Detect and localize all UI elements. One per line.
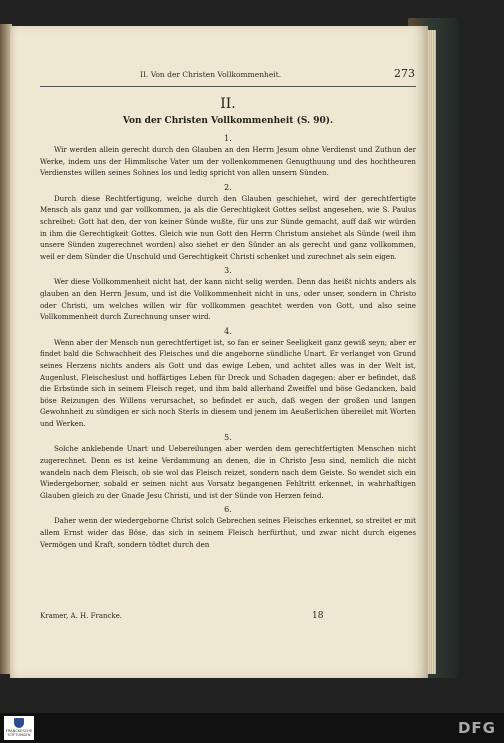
section-paragraph: Wir werden allein gerecht durch den Glauben an den Herrn Jesum ohne Verdienst und Zuthun der Werke, indem uns der Himmlische Vater um der vollenkommenen Genugthuung und des hochtheuren Verdienstes willen seines Sohnes los und ledig spricht von allen unsern Sünden.: [40, 145, 416, 178]
section-number: 1.: [224, 134, 232, 143]
running-header: [140, 67, 415, 84]
section-paragraph: Wer diese Vollkommenheit nicht hat, der kann nicht selig werden. Denn das heißt nichts anders als glauben an den Herrn Jesum, und ist die Vollkommenheit nicht in uns, oder unser, sondern in Christo oder Christi, um welches willen wir für vollkommen geachtet werden von Gott, und also seine Vollkommenheit durch Zurechnung unser wird.: [40, 277, 416, 322]
page-footer: [40, 612, 416, 626]
section-paragraph: Wenn aber der Mensch nun gerechtfertiget ist, so fan er seiner Seeligkeit ganz gewiß seyn; aber er findet bald die Schwachheit des Fleisches und die angeborne sündliche Unart. Er verlanget von Grund seines Herzens nichts anders als Gott und das ewige Leben, und achtet alles was in der Welt ist, Augenlust, Fleischeslust und hoffärtiges Leben für Dreck und Schaden dagegen: aber er befindet, daß die Erbsünde sich in seinem Fleisch reget, und ihm bald allerhand Zweiffel und böse Gedancken, bald böse Reizungen des Willens verursachet, so befindet er auch, daß wegen der großen und langen Gewohnheit zu sündigen er sich noch Sterls in diesem und jenem im Aeußerlichen übereilet mit Worten und Werken.: [40, 337, 416, 428]
viewer-bottom-bar: [0, 713, 504, 743]
header-rule: [40, 86, 416, 87]
chapter-title: Von der Christen Vollkommenheit (S. 90).: [122, 116, 334, 126]
page-stack-edge: [428, 30, 436, 674]
section-number: 3.: [224, 266, 232, 276]
running-head-text: II. Von der Christen Vollkommenheit.: [140, 70, 282, 79]
section-paragraph: Durch diese Rechtfertigung, welche durch den Glauben geschiehet, wird der gerechtfertigte Mensch als ganz und gar vollkommen, ja als die Gerechtigkeit Gottes selbst angesehen, wie S. Paulus schreibet: Gott hat den, der von keiner Sünde wußte, für uns zur Sünde gemacht, auff daß wir würden in ihm die Gerechtigkeit Gottes. Gleich wie nun Gott den Herrn Christum ansiehet als Sünde (weil ihm unsere Sünden zugerechnet worden) also siehet er den Sünder an als gerecht und ganz vollkommen, weil er dem Sünder die Unschuld und Gerechtigkeit Christi schenket und zurechnet als sein eigen.: [40, 193, 416, 261]
section-number: 6.: [224, 505, 232, 515]
printer-signature: Kramer, A. H. Francke.: [40, 612, 123, 620]
page-body: [40, 96, 416, 553]
crest-icon: [14, 718, 24, 728]
institution-logo[interactable]: [4, 716, 34, 740]
section-number: 4.: [224, 326, 232, 336]
section-paragraph: Daher wenn der wiedergeborne Christ solch Gebrechen seines Fleisches erkennet, so streitet er mit allem Ernst wider das Böse, das sich in seinem Fleisch herfürthut, und zwar nicht durch eigenes Vermögen und Kraft, sondern tödtet durch den: [40, 516, 416, 549]
dfg-logo[interactable]: DFG: [457, 719, 496, 737]
section-number: 5.: [224, 433, 232, 443]
logo-text: FRANCKESCHE STIFTUNGEN: [5, 729, 33, 737]
section-number: 2.: [224, 182, 232, 192]
section-paragraph: Solche anklebende Unart und Uebereilungen aber werden dem gerechtfertigten Menschen nicht zugerechnet. Denn es ist keine Verdammung an denen, die in Christo Jesu sind, nemlich die nicht wandeln nach dem Fleisch, ob sie wol das Fleisch reizet, sondern nach dem Geiste. So wendet sich ein Wiedergeborner, sobald er seinen nicht aus Vorsatz begangenen Fehltritt erkennet, in wahrhaftigen Glauben gleich zu der Gnade Jesu Christi, und ist der Sünde von Herzen feind.: [40, 444, 416, 500]
signature-number: 18: [312, 611, 324, 621]
chapter-numeral: II.: [220, 96, 236, 112]
page-number: 273: [394, 67, 415, 80]
